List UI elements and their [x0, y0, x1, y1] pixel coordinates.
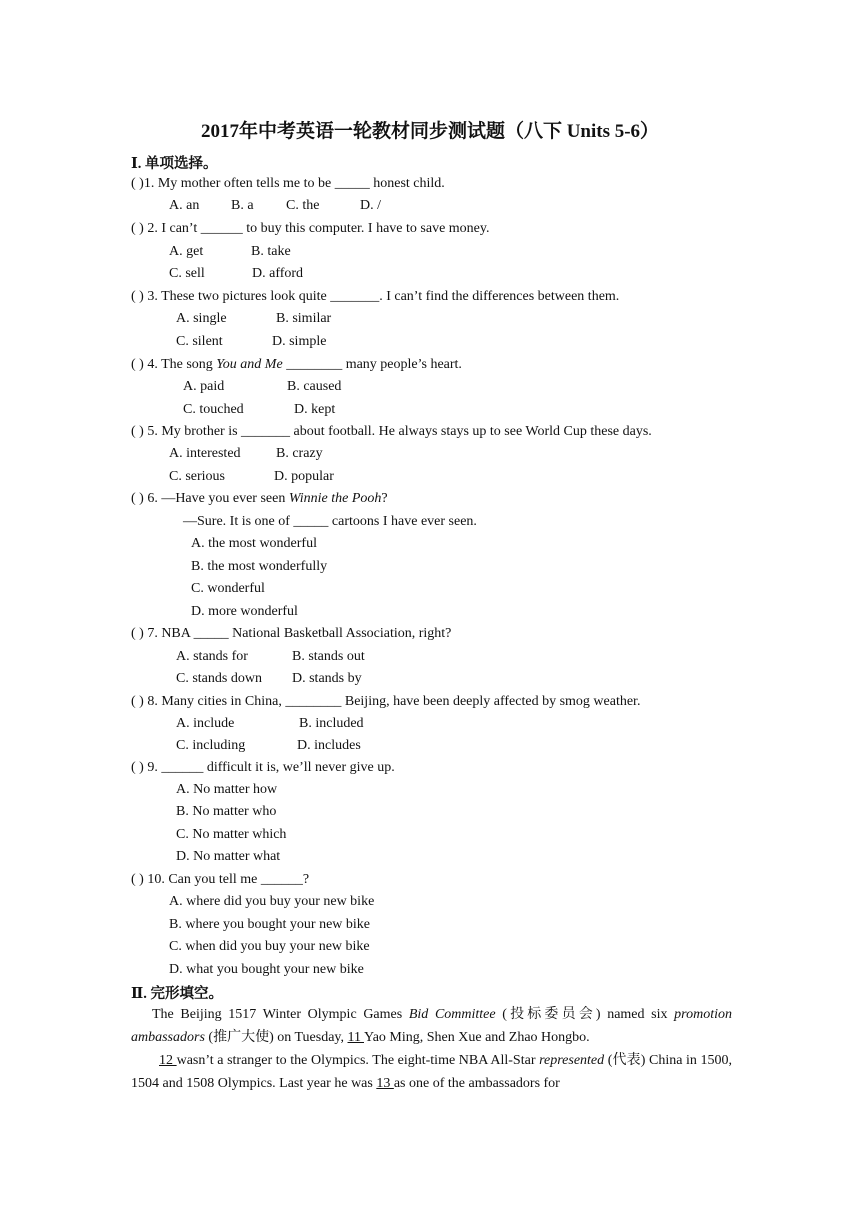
question-7-options-row2	[176, 669, 362, 689]
option-c: C. No matter which	[176, 827, 287, 842]
option-d: D. what you bought your new bike	[169, 962, 364, 977]
option-a: A. the most wonderful	[191, 536, 317, 551]
para-text: as one of the ambassadors for	[393, 1075, 560, 1091]
question-1-options	[169, 196, 381, 216]
para-text: (推广大使) on Tuesday,	[204, 1029, 348, 1045]
option-a: A. stands for	[176, 649, 248, 664]
question-5-options-row2	[169, 467, 334, 487]
option-b: B. stands out	[292, 649, 365, 664]
question-7-options-row1	[176, 647, 365, 667]
option-a: A. an	[169, 198, 200, 213]
option-a: A. paid	[183, 379, 225, 394]
option-c: C. touched	[183, 402, 244, 417]
para-text: (代表) China in 1500, 1504 and 1508 Olympics. Last year he was	[131, 1053, 733, 1091]
stem-text: ________ many people’s heart.	[282, 357, 462, 372]
option-d: D. afford	[252, 266, 304, 281]
question-4-stem	[131, 355, 462, 375]
question-2-options-row2	[169, 264, 303, 284]
option-d: D. stands by	[292, 671, 362, 686]
question-9-stem: ( ) 9. ______ difficult it is, we’ll never give up.	[131, 760, 395, 775]
option-d: D. kept	[294, 402, 336, 417]
option-a: A. get	[169, 244, 204, 259]
question-2-stem: ( ) 2. I can’t ______ to buy this computer. I have to save money.	[131, 221, 490, 236]
cloze-paragraph-2	[131, 1050, 732, 1095]
option-c: C. wonderful	[191, 581, 265, 596]
question-5-options-row1	[169, 444, 323, 464]
question-6-stem-reply: —Sure. It is one of _____ cartoons I have ever seen.	[183, 514, 477, 529]
question-2-options-row1	[169, 242, 291, 262]
song-title: You and Me	[216, 357, 283, 372]
option-b: B. caused	[287, 379, 342, 394]
para-italic: promotion ambassadors	[131, 1007, 732, 1045]
para-text: The Beijing 1517 Winter Olympic Games	[152, 1007, 409, 1022]
option-b: B. take	[251, 244, 291, 259]
stem-text: ?	[381, 491, 388, 506]
para-italic: Bid Committee	[408, 1007, 496, 1022]
option-d: D. includes	[297, 738, 361, 753]
question-4-options-row1	[183, 377, 341, 397]
option-c: C. including	[176, 738, 246, 753]
page-title: 2017年中考英语一轮教材同步测试题（八下 Units 5-6）	[200, 121, 660, 142]
option-b: B. No matter who	[176, 804, 277, 819]
question-5-stem: ( ) 5. My brother is _______ about football. He always stays up to see World Cup these days.	[131, 424, 652, 439]
question-8-options-row1	[176, 714, 364, 734]
option-a: A. interested	[169, 446, 241, 461]
stem-text: ( ) 6. —Have you ever seen	[131, 491, 289, 506]
option-b: B. included	[299, 716, 364, 731]
option-a: A. include	[176, 716, 235, 731]
option-a: A. where did you buy your new bike	[169, 894, 375, 909]
section-heading-cloze: Ⅱ. 完形填空。	[131, 986, 223, 1002]
question-8-options-row2	[176, 736, 361, 756]
question-3-options-row1	[176, 309, 331, 329]
stem-text: ( ) 4. The song	[131, 357, 217, 372]
section-heading-single-choice: Ⅰ. 单项选择。	[131, 156, 218, 172]
option-b: B. a	[231, 198, 254, 213]
para-text: Yao Ming, Shen Xue and Zhao Hongbo.	[363, 1029, 590, 1045]
question-3-options-row2	[176, 332, 326, 352]
option-b: B. crazy	[276, 446, 323, 461]
option-a: A. single	[176, 311, 227, 326]
para-italic: represented	[539, 1053, 605, 1068]
question-1-stem: ( )1. My mother often tells me to be _____ honest child.	[131, 176, 445, 191]
question-6-stem	[131, 489, 388, 509]
option-d: D. /	[360, 198, 381, 213]
option-d: D. popular	[274, 469, 334, 484]
cartoon-title: Winnie the Pooh	[288, 491, 382, 506]
para-text: (投标委员会) named six	[495, 1007, 675, 1022]
blank-11: 11	[347, 1029, 364, 1045]
blank-13: 13	[376, 1075, 394, 1091]
question-8-stem: ( ) 8. Many cities in China, ________ Beijing, have been deeply affected by smog weather.	[131, 694, 641, 709]
option-c: C. when did you buy your new bike	[169, 939, 370, 954]
para-text: wasn’t a stranger to the Olympics. The eight-time NBA All-Star	[176, 1053, 540, 1068]
option-d: D. No matter what	[176, 849, 281, 864]
option-c: C. serious	[169, 469, 225, 484]
blank-12: 12	[159, 1053, 177, 1068]
question-7-stem: ( ) 7. NBA _____ National Basketball Association, right?	[131, 626, 452, 641]
option-d: D. simple	[272, 334, 327, 349]
option-c: C. the	[286, 198, 320, 213]
option-d: D. more wonderful	[191, 604, 298, 619]
question-10-stem: ( ) 10. Can you tell me ______?	[131, 872, 310, 887]
question-3-stem: ( ) 3. These two pictures look quite _______. I can’t find the differences between them.	[131, 289, 620, 304]
option-b: B. the most wonderfully	[191, 559, 328, 574]
option-c: C. silent	[176, 334, 223, 349]
option-a: A. No matter how	[176, 782, 278, 797]
option-c: C. stands down	[176, 671, 262, 686]
option-b: B. similar	[276, 311, 332, 326]
option-b: B. where you bought your new bike	[169, 917, 371, 932]
option-c: C. sell	[169, 266, 205, 281]
question-4-options-row2	[183, 400, 335, 420]
cloze-paragraph-1	[131, 1004, 732, 1049]
